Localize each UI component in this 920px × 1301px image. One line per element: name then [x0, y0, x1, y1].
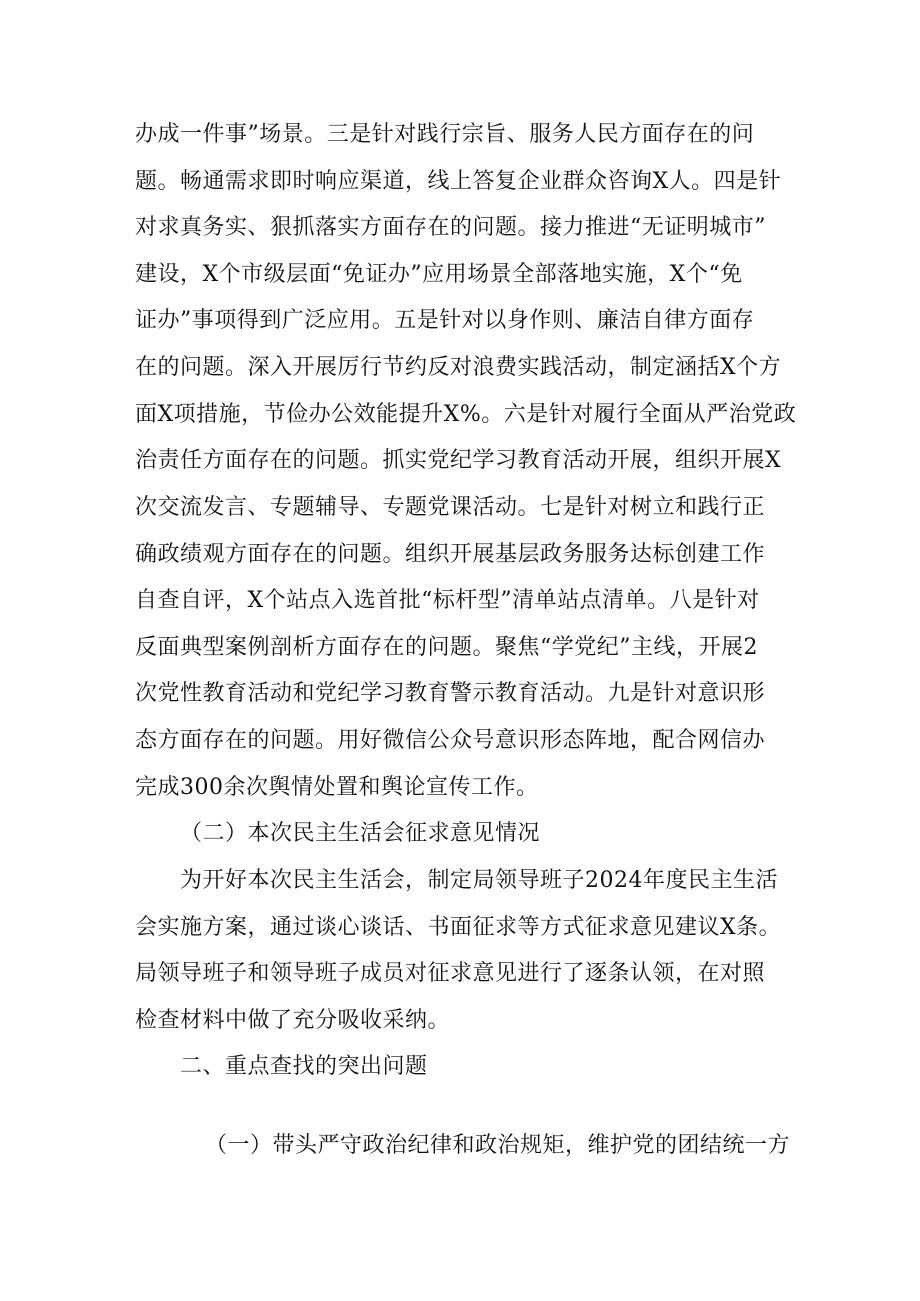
body-text-line: 会实施方案，通过谈心谈话、书面征求等方式征求意见建议X条。: [135, 915, 782, 940]
body-text-line: 建设，X个市级层面“免证办”应用场景全部落地实施，X个“免: [135, 262, 743, 287]
body-text-line: 态方面存在的问题。用好微信公众号意识形态阵地，配合网信办: [135, 728, 766, 753]
body-text-line: 自查自评，X个站点入选首批“标杆型”清单站点清单。八是针对: [135, 588, 760, 613]
body-text-line: 办成一件事”场景。三是针对践行宗旨、服务人民方面存在的问: [135, 122, 755, 147]
body-text-line: 面X项措施，节俭办公效能提升X%。六是针对履行全面从严治党政: [135, 402, 797, 427]
body-text-line: 确政绩观方面存在的问题。组织开展基层政务服务达标创建工作: [135, 542, 766, 567]
body-text-line: 次党性教育活动和党纪学习教育警示教育活动。九是针对意识形: [135, 681, 766, 706]
body-text-line: 治责任方面存在的问题。抓实党纪学习教育活动开展，组织开展X: [135, 448, 782, 473]
body-text-line: 对求真务实、狠抓落实方面存在的问题。接力推进“无证明城市”: [135, 215, 766, 240]
subsection-heading: （二）本次民主生活会征求意见情况: [180, 821, 541, 846]
body-text-line: 在的问题。深入开展厉行节约反对浪费实践活动，制定涵括X个方: [135, 355, 782, 380]
body-text-line: 为开好本次民主生活会，制定局领导班子2024年度民主生活: [180, 868, 778, 893]
body-text-line: 检查材料中做了充分吸收采纳。: [135, 1008, 451, 1033]
section-heading: 二、重点查找的突出问题: [180, 1054, 428, 1079]
body-text-line: 完成300余次舆情处置和舆论宣传工作。: [135, 775, 539, 800]
body-text-line: 反面典型案例剖析方面存在的问题。聚焦“学党纪”主线，开展2: [135, 635, 758, 660]
body-text-line: 证办”事项得到广泛应用。五是针对以身作则、廉洁自律方面存: [135, 308, 755, 333]
subsection-heading: （一）带头严守政治纪律和政治规矩，维护党的团结统一方: [205, 1133, 791, 1158]
body-text-line: 局领导班子和领导班子成员对征求意见进行了逐条认领，在对照: [135, 961, 766, 986]
body-text-line: 次交流发言、专题辅导、专题党课活动。七是针对树立和践行正: [135, 495, 766, 520]
body-text-line: 题。畅通需求即时响应渠道，线上答复企业群众咨询X人。四是针: [135, 169, 782, 194]
